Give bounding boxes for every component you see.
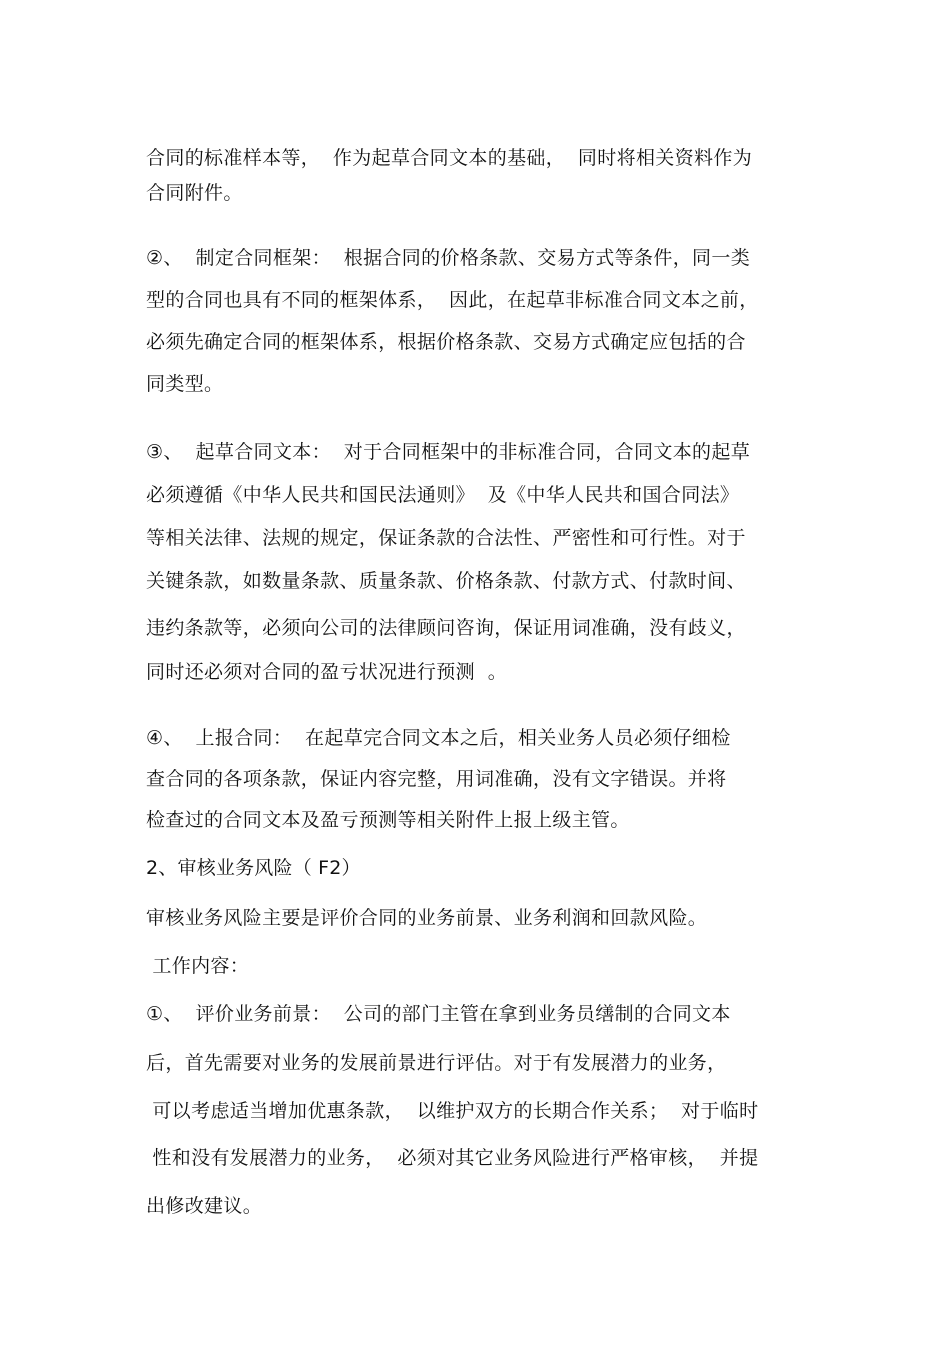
text-line: 等相关法律、法规的规定，保证条款的合法性、严密性和可行性。对于	[146, 527, 746, 549]
text-line: 必须先确定合同的框架体系，根据价格条款、交易方式确定应包括的合	[146, 331, 746, 353]
text-line: ④、 上报合同： 在起草完合同文本之后，相关业务人员必须仔细检	[146, 727, 731, 749]
text-line: 审核业务风险主要是评价合同的业务前景、业务利润和回款风险。	[146, 907, 708, 929]
subheading: 工作内容：	[146, 955, 250, 977]
text-line: 可以考虑适当增加优惠条款， 以维护双方的长期合作关系； 对于临时	[146, 1100, 759, 1122]
text-line: 同时还必须对合同的盈亏状况进行预测 。	[146, 661, 508, 683]
text-line: 查合同的各项条款，保证内容完整，用词准确，没有文字错误。并将	[146, 768, 727, 790]
text-line: 合同附件。	[146, 182, 243, 204]
text-line: 关键条款，如数量条款、质量条款、价格条款、付款方式、付款时间、	[146, 570, 746, 592]
text-line: 违约条款等，必须向公司的法律顾问咨询，保证用词准确，没有歧义，	[146, 617, 746, 639]
text-line: 合同的标准样本等， 作为起草合同文本的基础， 同时将相关资料作为	[146, 147, 753, 169]
text-line: 必须遵循《中华人民共和国民法通则》 及《中华人民共和国合同法》	[146, 484, 740, 506]
text-line: 型的合同也具有不同的框架体系， 因此，在起草非标准合同文本之前，	[146, 289, 759, 311]
section-heading: 2、审核业务风险（ F2）	[146, 857, 361, 879]
text-line: ③、 起草合同文本： 对于合同框架中的非标准合同，合同文本的起草	[146, 441, 751, 463]
text-line: ①、 评价业务前景： 公司的部门主管在拿到业务员缮制的合同文本	[146, 1003, 731, 1025]
text-line: ②、 制定合同框架： 根据合同的价格条款、交易方式等条件，同一类	[146, 247, 751, 269]
text-line: 后，首先需要对业务的发展前景进行评估。对于有发展潜力的业务，	[146, 1052, 727, 1074]
text-line: 出修改建议。	[146, 1195, 263, 1217]
text-line: 性和没有发展潜力的业务， 必须对其它业务风险进行严格审核， 并提	[146, 1147, 759, 1169]
text-line: 检查过的合同文本及盈亏预测等相关附件上报上级主管。	[146, 809, 630, 831]
text-line: 同类型。	[146, 373, 224, 395]
